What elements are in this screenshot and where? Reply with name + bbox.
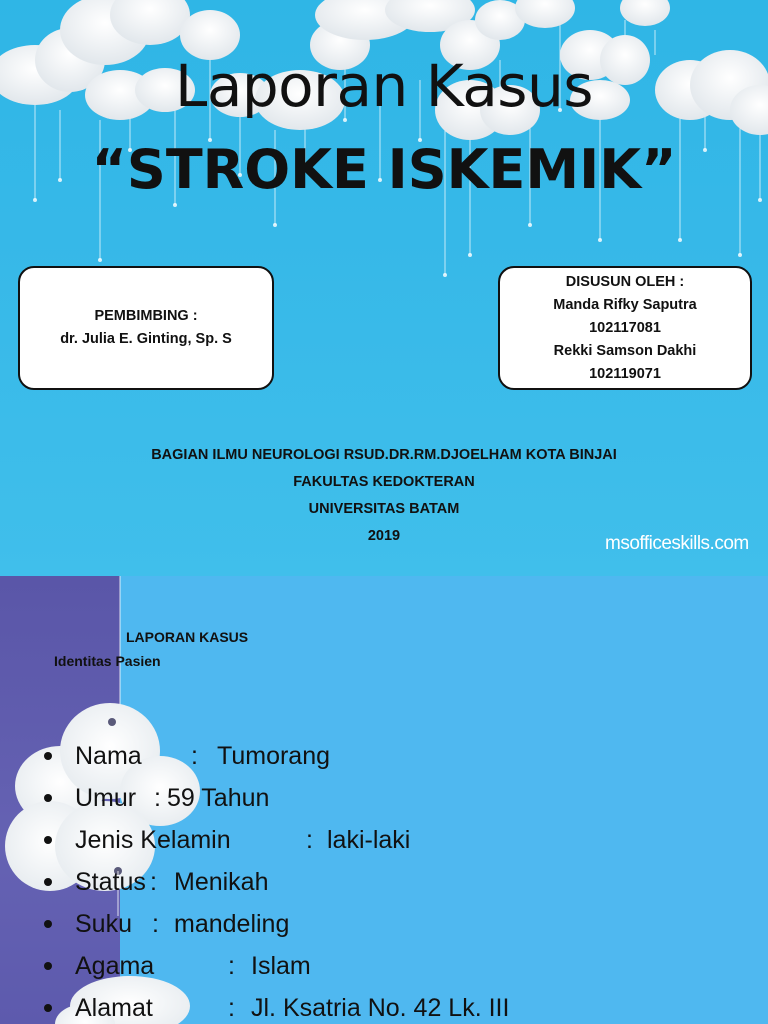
field-separator: : [228,952,235,980]
authors-label: DISUSUN OLEH : [565,273,685,290]
supervisor-box [18,266,274,390]
field-value: 59 Tahun [167,784,270,812]
field-value: Menikah [174,868,269,896]
field-value: Jl. Ksatria No. 42 Lk. III [251,994,510,1022]
bullet-icon [44,752,52,760]
field-label: Alamat [75,994,153,1022]
list-item [44,819,411,861]
bullet-icon [44,920,52,928]
field-separator: : [228,994,235,1022]
list-item [44,777,270,819]
field-label: Agama [75,952,155,980]
bullet-icon [44,794,52,802]
institution-line: BAGIAN ILMU NEUROLOGI RSUD.DR.RM.DJOELHAM KOTA BINJAI [151,447,617,463]
patient-identity-slide [0,576,768,1024]
bullet-icon [44,962,52,970]
patient-identity-list [44,735,510,1024]
slide-title-line-1: Laporan Kasus [175,52,593,120]
institution-line: 2019 [367,528,401,544]
supervisor-label: PEMBIMBING : [94,308,198,324]
bullet-icon [44,1004,52,1012]
list-item [44,903,290,945]
slide-title-line-2: “STROKE ISKEMIK” [91,138,677,201]
slide-header: LAPORAN KASUS [126,629,249,645]
watermark: msofficeskills.com [605,533,749,554]
author-line: 102119071 [589,365,661,382]
slide-subheader: Identitas Pasien [54,653,161,669]
list-item [44,861,269,903]
supervisor-name: dr. Julia E. Ginting, Sp. S [60,331,232,347]
field-separator: : [306,826,313,854]
institution-line: FAKULTAS KEDOKTERAN [293,474,475,490]
author-line: 102117081 [589,319,661,336]
author-line: Manda Rifky Saputra [553,296,697,313]
field-label: Status [75,868,146,896]
list-item [44,735,331,777]
field-label: Jenis Kelamin [75,826,231,854]
field-separator: : [152,910,159,938]
field-label: Umur [75,784,137,812]
bullet-icon [44,836,52,844]
authors-box [498,266,752,390]
field-value: laki-laki [327,826,411,854]
field-separator: : [150,868,157,896]
field-label: Nama [75,742,142,770]
field-value: Islam [251,952,311,980]
list-item [44,945,311,987]
list-item [44,987,510,1024]
bullet-icon [44,878,52,886]
field-value: Tumorang [217,742,331,770]
field-value: mandeling [174,910,290,938]
field-separator: : [191,742,198,770]
institution-line: UNIVERSITAS BATAM [308,501,460,517]
author-line: Rekki Samson Dakhi [553,342,697,359]
field-separator: : [154,784,161,812]
field-label: Suku [75,910,132,938]
